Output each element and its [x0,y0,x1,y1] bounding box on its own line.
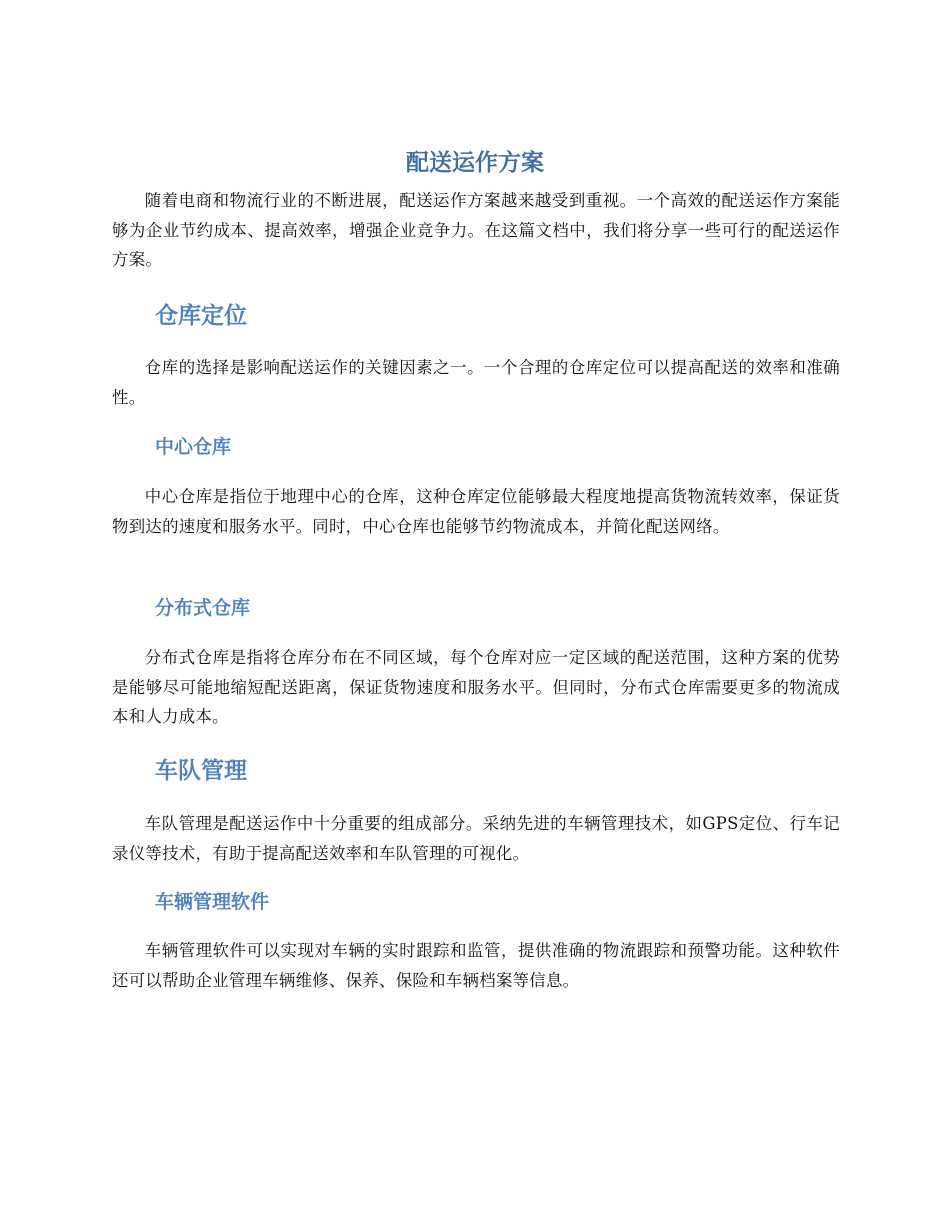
section-body-fleet-management: 车队管理是配送运作中十分重要的组成部分。采纳先进的车辆管理技术，如GPS定位、行车记录仪等技术，有助于提高配送效率和车队管理的可视化。 [112,814,840,863]
subsection-heading-distributed-warehouse: 分布式仓库 [155,597,251,619]
section-heading-fleet-management: 车队管理 [155,758,247,784]
section-heading-warehouse-location: 仓库定位 [155,303,247,329]
subsection-body-distributed-warehouse: 分布式仓库是指将仓库分布在不同区域，每个仓库对应一定区域的配送范围，这种方案的优势是能够尽可能地缩短配送距离，保证货物速度和服务水平。但同时，分布式仓库需要更多的物流成本和人力成本。 [112,648,840,726]
subsection-heading-central-warehouse: 中心仓库 [155,436,232,458]
subsection-body-vehicle-software: 车辆管理软件可以实现对车辆的实时跟踪和监管，提供准确的物流跟踪和预警功能。这种软件还可以帮助企业管理车辆维修、保养、保险和车辆档案等信息。 [112,941,840,990]
intro-paragraph: 随着电商和物流行业的不断进展，配送运作方案越来越受到重视。一个高效的配送运作方案能够为企业节约成本、提高效率，增强企业竞争力。在这篇文档中，我们将分享一些可行的配送运作方案。 [112,191,840,269]
subsection-body-central-warehouse: 中心仓库是指位于地理中心的仓库，这种仓库定位能够最大程度地提高货物流转效率，保证货物到达的速度和服务水平。同时，中心仓库也能够节约物流成本，并简化配送网络。 [112,487,840,536]
subsection-heading-vehicle-software: 车辆管理软件 [155,891,270,913]
document-title: 配送运作方案 [406,150,544,176]
section-body-warehouse-location: 仓库的选择是影响配送运作的关键因素之一。一个合理的仓库定位可以提高配送的效率和准确性。 [112,358,840,407]
